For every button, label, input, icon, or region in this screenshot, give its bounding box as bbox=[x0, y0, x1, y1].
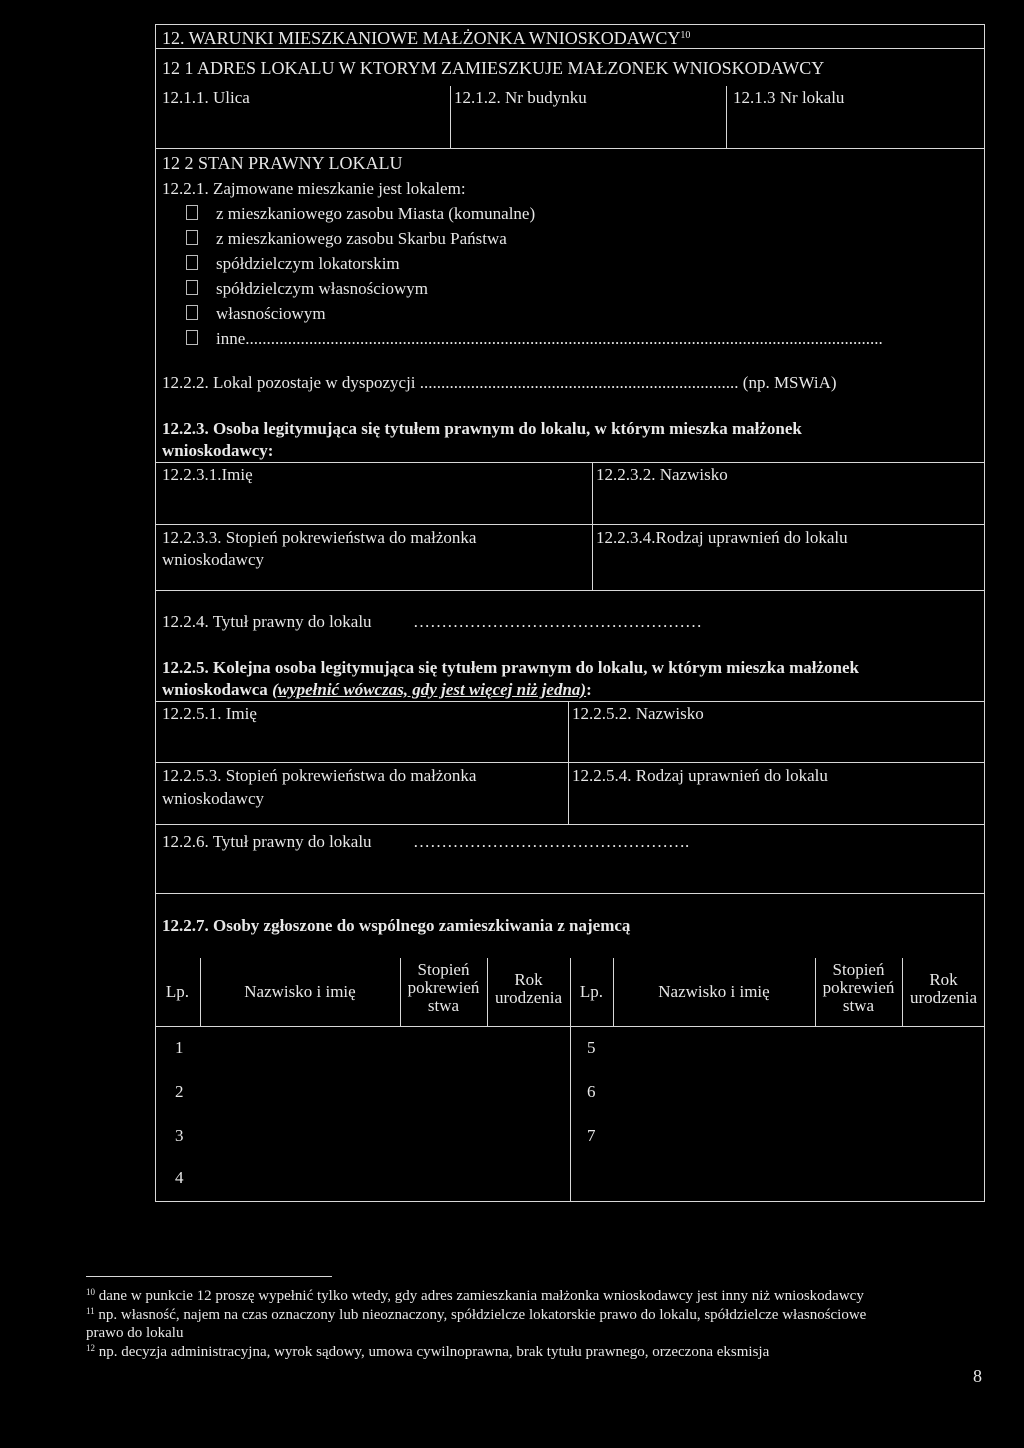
person2-first-name-label: 12.2.5.1. Imię bbox=[162, 704, 257, 723]
col-header-name: Nazwisko i imię bbox=[658, 982, 770, 1001]
row-number: 2 bbox=[175, 1082, 184, 1101]
footnote-11-cont: prawo do lokalu bbox=[86, 1325, 184, 1341]
legal-status-heading: 12 2 STAN PRAWNY LOKALU bbox=[162, 153, 403, 173]
footnote-12: $^{12}$ np. decyzja administracyjna, wyrok sądowy, umowa cywilnoprawna, brak tytułu prawnego, orzeczona eksmisja bbox=[86, 1343, 770, 1360]
person2-legal-title-dots[interactable]: …………………………………………. bbox=[413, 832, 690, 851]
rule bbox=[155, 462, 985, 463]
rule bbox=[155, 524, 985, 525]
person1-legal-title-dots[interactable]: …………………………………………… bbox=[413, 612, 702, 631]
checkbox-option[interactable]: z mieszkaniowego zasobu Miasta (komunalne) bbox=[186, 204, 535, 224]
row-number: 4 bbox=[175, 1168, 184, 1187]
row-number: 7 bbox=[587, 1126, 596, 1145]
col-header-lp: Lp. bbox=[579, 982, 604, 1001]
person1-relation-label: 12.2.3.3. Stopień pokrewieństwa do małżonka bbox=[162, 528, 477, 547]
section-heading: 12. WARUNKI MIESZKANIOWE MAŁŻONKA WNIOSKODAWCY$^{10}$ bbox=[162, 28, 691, 48]
building-field-label: 12.1.2. Nr budynku bbox=[454, 88, 587, 107]
col-header-lp: Lp. bbox=[165, 982, 190, 1001]
person2-last-name-label: 12.2.5.2. Nazwisko bbox=[572, 704, 704, 723]
footnote-separator bbox=[86, 1276, 332, 1277]
person1-first-name-label: 12.2.3.1.Imię bbox=[162, 465, 253, 484]
residence-question: 12.2.1. Zajmowane mieszkanie jest lokalem: bbox=[162, 179, 466, 198]
rule bbox=[155, 824, 985, 825]
checkbox-icon[interactable] bbox=[186, 205, 198, 220]
col-header-birth-year: Rok urodzenia bbox=[494, 970, 563, 1007]
person1-heading-cont: wnioskodawcy: bbox=[162, 441, 274, 460]
person2-relation-label: 12.2.5.3. Stopień pokrewieństwa do małżonka bbox=[162, 766, 477, 785]
rule bbox=[155, 48, 985, 49]
rule bbox=[726, 86, 727, 148]
row-number: 6 bbox=[587, 1082, 596, 1101]
person1-rights-label: 12.2.3.4.Rodzaj uprawnień do lokalu bbox=[596, 528, 848, 547]
checkbox-icon[interactable] bbox=[186, 330, 198, 345]
col-header-birth-year: Rok urodzenia bbox=[909, 970, 978, 1007]
rule bbox=[155, 590, 985, 591]
person1-relation-label-cont: wnioskodawcy bbox=[162, 550, 264, 569]
person2-heading-cont: wnioskodawca (wypełnić wówczas, gdy jest więcej niż jedna): bbox=[162, 680, 592, 699]
checkbox-option[interactable]: z mieszkaniowego zasobu Skarbu Państwa bbox=[186, 229, 507, 249]
footnote-10: $^{10}$ dane w punkcie 12 proszę wypełnić tylko wtedy, gdy adres zamieszkania małżonka wnioskodawcy jest inny niż wnioskodawcy bbox=[86, 1287, 864, 1304]
disposal-field[interactable]: 12.2.2. Lokal pozostaje w dyspozycji ........................................................................... (np. MSWiA) bbox=[162, 373, 837, 392]
cohabitants-heading: 12.2.7. Osoby zgłoszone do wspólnego zamieszkiwania z najemcą bbox=[162, 916, 631, 935]
person2-relation-label-cont: wnioskodawcy bbox=[162, 789, 264, 808]
checkbox-option[interactable]: własnościowym bbox=[186, 304, 326, 324]
footnote-11: $^{11}$ np. własność, najem na czas oznaczony lub nieoznaczony, spółdzielcze lokatorskie prawo do lokalu, spółdzielcze własnościowe bbox=[86, 1306, 867, 1323]
person1-legal-title-label: 12.2.4. Tytuł prawny do lokalu bbox=[162, 612, 372, 631]
checkbox-option[interactable]: spółdzielczym lokatorskim bbox=[186, 254, 400, 274]
page-number: 8 bbox=[973, 1366, 982, 1386]
person1-last-name-label: 12.2.3.2. Nazwisko bbox=[596, 465, 728, 484]
col-header-relation: Stopień pokrewień stwa bbox=[822, 960, 895, 1015]
street-field-label: 12.1.1. Ulica bbox=[162, 88, 250, 107]
person2-heading: 12.2.5. Kolejna osoba legitymująca się tytułem prawnym do lokalu, w którym mieszka małżonek bbox=[162, 658, 859, 677]
rule bbox=[155, 893, 985, 894]
checkbox-icon[interactable] bbox=[186, 305, 198, 320]
col-header-name: Nazwisko i imię bbox=[244, 982, 356, 1001]
checkbox-icon[interactable] bbox=[186, 230, 198, 245]
person1-heading: 12.2.3. Osoba legitymująca się tytułem prawnym do lokalu, w którym mieszka małżonek bbox=[162, 419, 802, 438]
rule bbox=[592, 462, 593, 590]
rule bbox=[155, 762, 985, 763]
rule bbox=[155, 148, 985, 149]
row-number: 1 bbox=[175, 1038, 184, 1057]
rule bbox=[155, 701, 985, 702]
checkbox-option[interactable]: spółdzielczym własnościowym bbox=[186, 279, 428, 299]
unit-field-label: 12.1.3 Nr lokalu bbox=[733, 88, 845, 107]
row-number: 5 bbox=[587, 1038, 596, 1057]
checkbox-icon[interactable] bbox=[186, 255, 198, 270]
person2-rights-label: 12.2.5.4. Rodzaj uprawnień do lokalu bbox=[572, 766, 828, 785]
person2-legal-title-label: 12.2.6. Tytuł prawny do lokalu bbox=[162, 832, 372, 851]
col-header-relation: Stopień pokrewień stwa bbox=[407, 960, 480, 1015]
checkbox-option[interactable]: inne...................................................................................................................................................... bbox=[186, 329, 976, 349]
rule bbox=[450, 86, 451, 148]
address-heading: 12 1 ADRES LOKALU W KTORYM ZAMIESZKUJE MAŁZONEK WNIOSKODAWCY bbox=[162, 58, 825, 78]
row-number: 3 bbox=[175, 1126, 184, 1145]
checkbox-icon[interactable] bbox=[186, 280, 198, 295]
rule bbox=[568, 701, 569, 824]
